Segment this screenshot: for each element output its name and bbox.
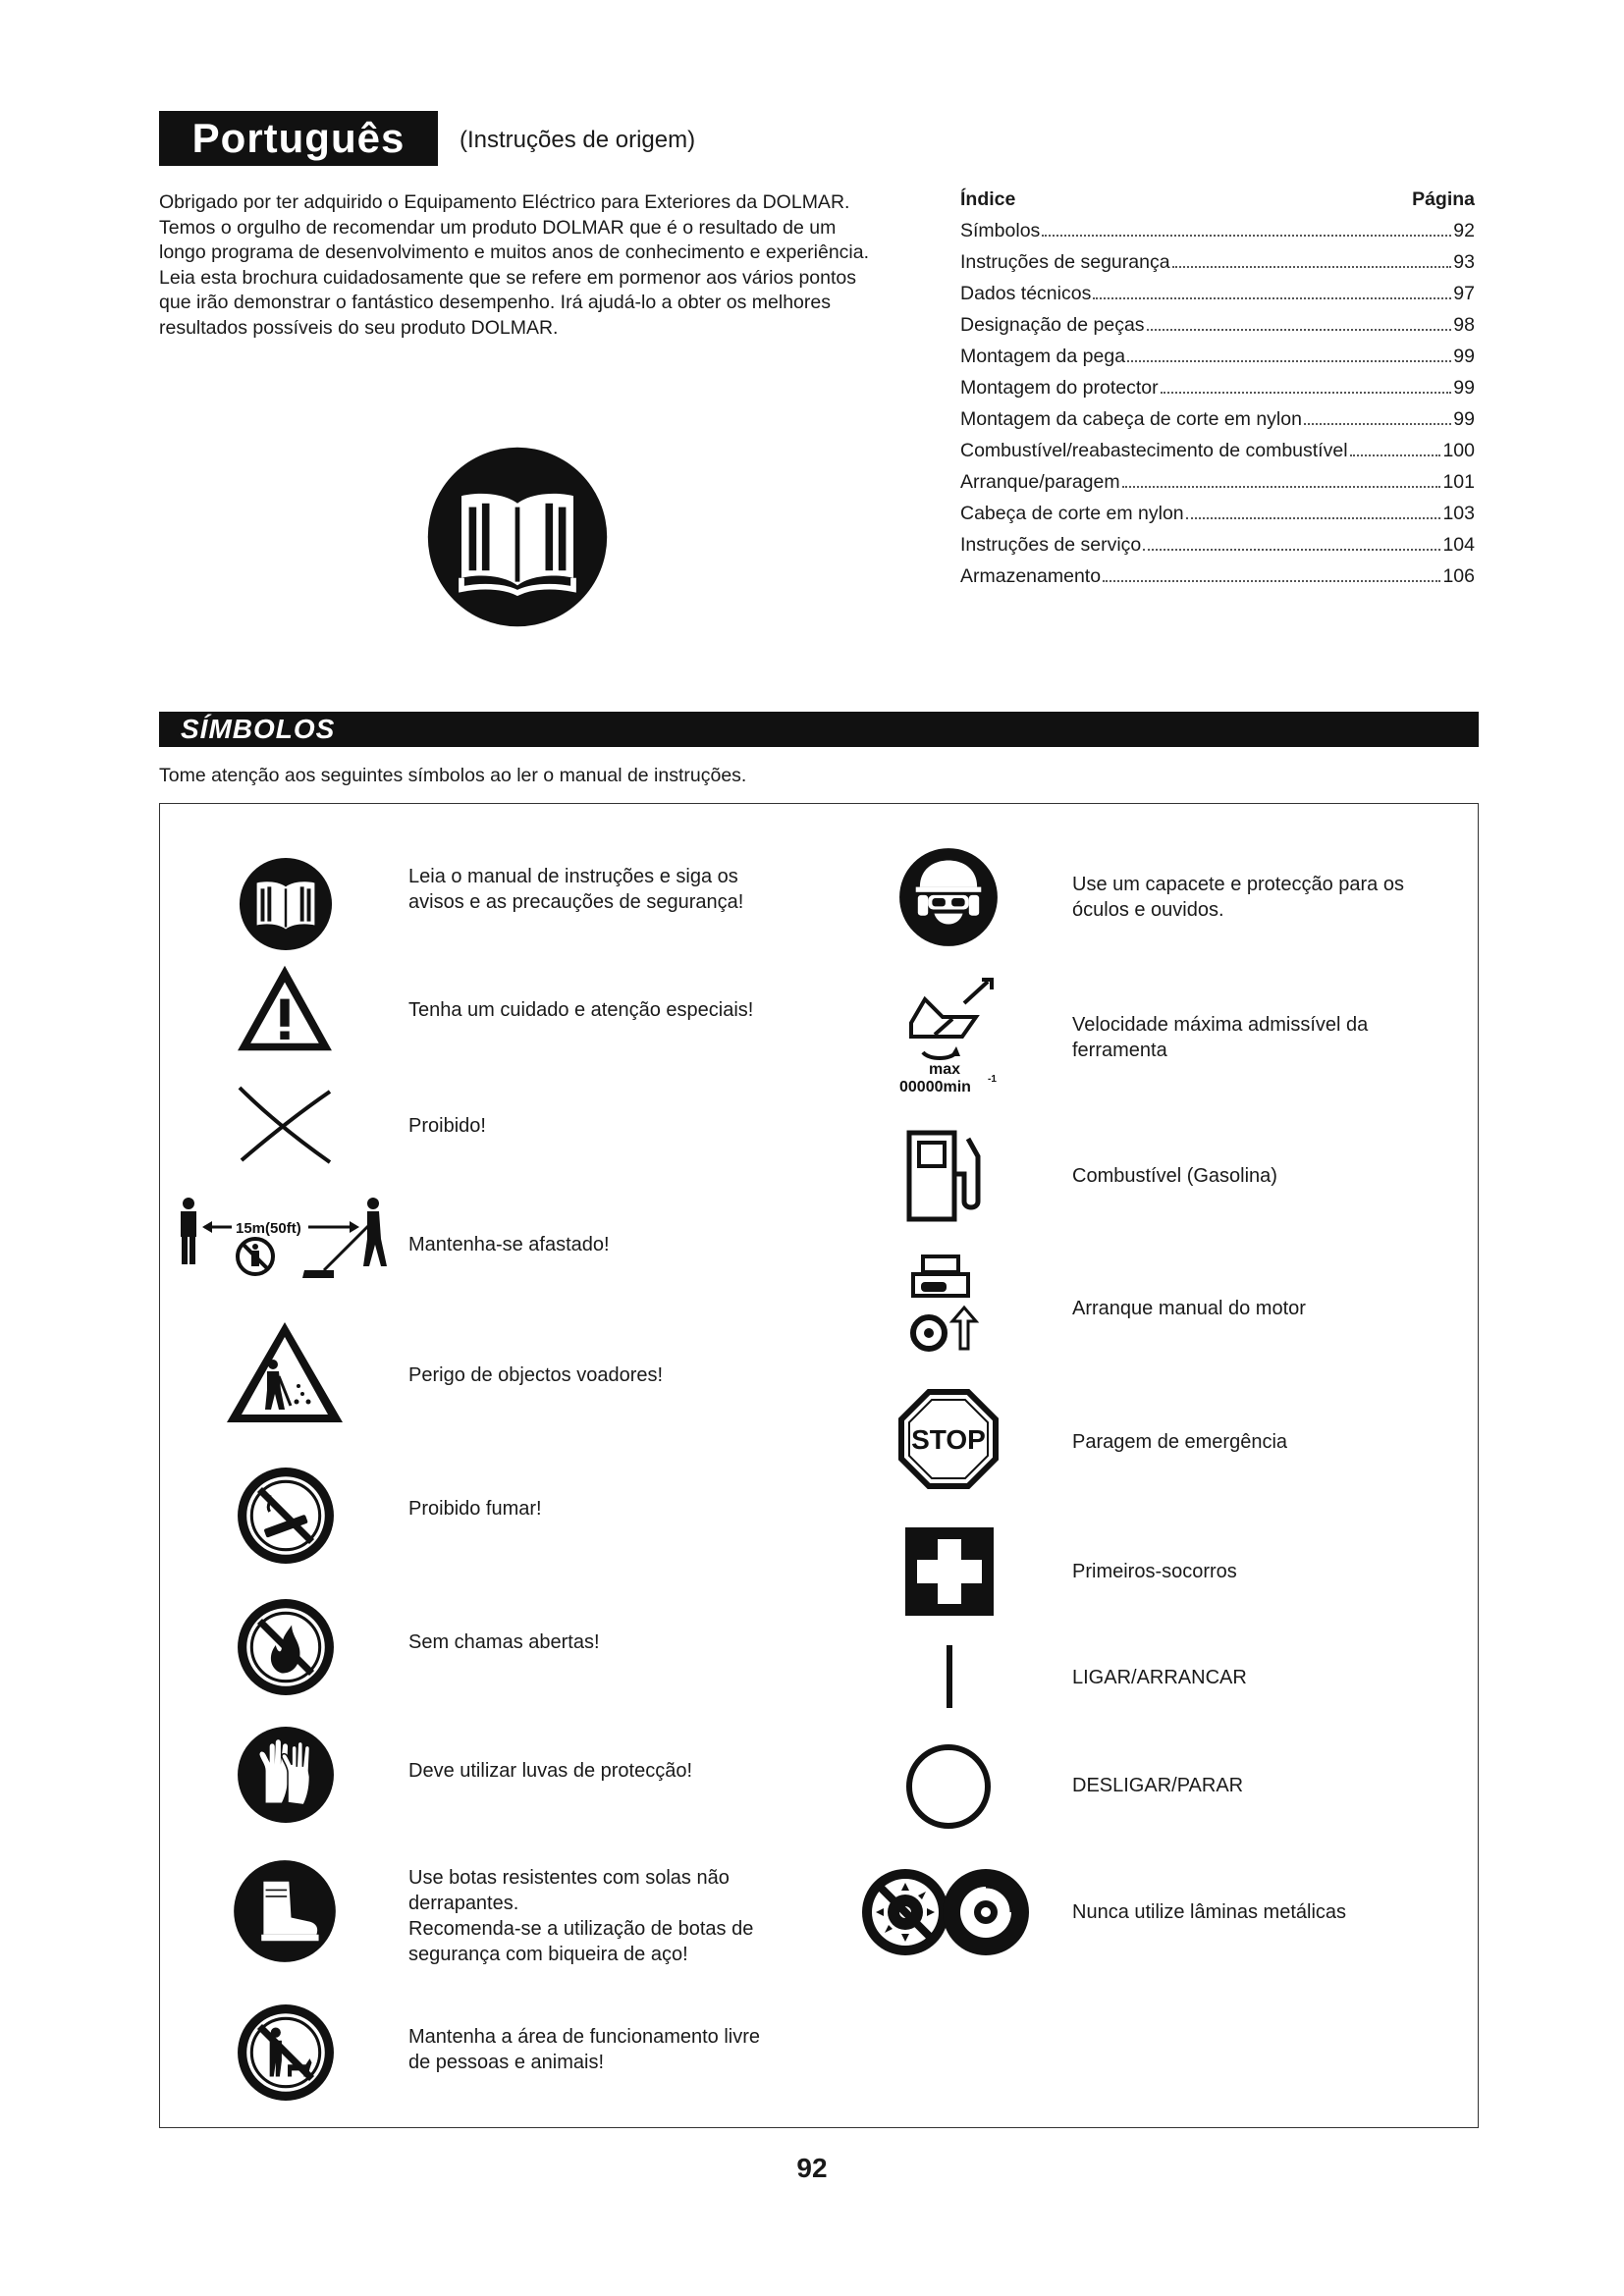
toc-page-header: Página [1412,188,1475,210]
toc-item-label: Instruções de segurança [960,251,1170,273]
gloves-icon [236,1725,336,1825]
toc-item[interactable] [960,377,1475,408]
symbol-text-line: Use um capacete e protecção para os [1072,874,1404,895]
toc-item-page: 97 [1453,283,1475,304]
toc-item-page: 101 [1442,471,1475,493]
toc-header [960,188,1475,220]
stop-icon [897,1388,1000,1490]
symbol-description [408,1496,542,1522]
symbol-description [1072,1899,1346,1925]
toc-leader [1350,454,1441,456]
symbol-text-line: LIGAR/ARRANCAR [1072,1667,1247,1688]
symbol-description [1072,1012,1368,1063]
symbol-description [1072,872,1404,923]
no-metal-blades-icon [860,1867,1031,1957]
symbol-text-line: de pessoas e animais! [408,2052,605,2073]
toc-leader [1304,423,1451,425]
toc-item-page: 98 [1453,314,1475,336]
toc-title: Índice [960,188,1016,210]
symbol-text-line: Combustível (Gasolina) [1072,1165,1277,1187]
toc-item-label: Instruções de serviço [960,534,1142,556]
toc-item-page: 92 [1453,220,1475,241]
toc-leader [1127,360,1451,362]
warning-triangle-icon [234,962,336,1054]
toc-leader [1143,549,1440,551]
toc-leader [1093,297,1451,299]
symbols-section-title: SÍMBOLOS [159,712,1479,747]
symbol-description [408,864,743,915]
toc-item-label: Armazenamento [960,565,1102,587]
toc-item-page: 104 [1442,534,1475,556]
max-speed-icon [895,976,1003,1097]
language-subtitle: (Instruções de origem) [460,127,696,153]
rpm-label: 00000min [899,1079,971,1095]
read-manual-icon [424,444,611,630]
symbol-text-line: Deve utilizar luvas de protecção! [408,1760,693,1782]
toc-item-label: Símbolos [960,220,1041,241]
helmet-goggles-earmuffs-icon [897,846,1000,948]
manual-start-icon [907,1253,986,1359]
toc-item[interactable] [960,440,1475,471]
symbol-description [408,1232,610,1257]
toc-item-label: Cabeça de corte em nylon [960,503,1184,524]
symbol-description [1072,1429,1287,1455]
flying-objects-icon [224,1319,346,1425]
toc-item-label: Designação de peças [960,314,1145,336]
symbol-text-line: Proibido fumar! [408,1498,542,1520]
toc-leader [1103,580,1440,582]
symbol-description [1072,1163,1277,1189]
intro-text [159,190,886,341]
symbol-description [408,1629,600,1655]
symbols-box [159,803,1479,2128]
toc-item[interactable] [960,534,1475,565]
symbol-description [408,1113,486,1139]
page-number: 92 [796,2153,828,2183]
symbol-description [408,1758,692,1784]
toc-item[interactable] [960,220,1475,251]
language-title: Português [191,115,406,161]
toc-item[interactable] [960,565,1475,597]
symbol-description [1072,1773,1243,1798]
toc-item[interactable] [960,471,1475,503]
toc-leader [1147,329,1452,331]
toc-item-page: 99 [1453,346,1475,367]
toc-item-label: Combustível/reabastecimento de combustível [960,440,1348,461]
toc-item-label: Montagem da pega [960,346,1126,367]
toc-item-page: 99 [1453,377,1475,399]
intro-paragraph: Leia esta brochura cuidadosamente que se refere em pormenor aos vários pontos que irão demonstrar o fantástico desempenho. Irá ajudá-lo a obter os melhores resultados possíveis do seu produto DOLMAR. [159,266,856,339]
symbol-text-line: DESLIGAR/PARAR [1072,1775,1244,1796]
toc-leader [1042,235,1451,237]
no-people-animals-icon [236,2002,336,2103]
symbol-text-line: ferramenta [1072,1040,1167,1061]
toc-item[interactable] [960,346,1475,377]
toc-item-page: 100 [1442,440,1475,461]
first-aid-icon [905,1527,994,1616]
symbol-text-line: Mantenha-se afastado! [408,1234,610,1255]
toc-item-page: 99 [1453,408,1475,430]
symbol-text-line: óculos e ouvidos. [1072,899,1224,921]
symbol-description [1072,1665,1247,1690]
read-manual-icon [238,856,334,952]
symbol-text-line: Recomenda-se a utilização de botas de [408,1918,754,1940]
stop-label: STOP [911,1424,986,1455]
toc-item-page: 103 [1442,503,1475,524]
toc-item-label: Arranque/paragem [960,471,1120,493]
toc-item[interactable] [960,283,1475,314]
toc-item-label: Montagem da cabeça de corte em nylon [960,408,1302,430]
prohibited-cross-icon [236,1084,334,1164]
symbol-text-line: Velocidade máxima admissível da [1072,1014,1369,1036]
symbol-text-line: Use botas resistentes com solas não [408,1867,730,1889]
symbol-text-line: Nunca utilize lâminas metálicas [1072,1901,1347,1923]
fuel-pump-icon [903,1129,994,1223]
max-label: max [928,1061,961,1078]
symbol-description [408,1362,663,1388]
symbol-text-line: Tenha um cuidado e atenção especiais! [408,999,754,1021]
keep-distance-icon [177,1196,391,1282]
intro-paragraph: Obrigado por ter adquirido o Equipamento Eléctrico para Exteriores da DOLMAR. Temos o orgulho de recomendar um produto DOLMAR que é o resultado de um longo programa de desenvolvimento e muitos anos de conhecimento e experiência. [159,191,870,263]
toc-item[interactable] [960,314,1475,346]
toc-item[interactable] [960,408,1475,440]
language-badge [159,111,438,166]
distance-label: 15m(50ft) [236,1220,301,1237]
symbol-text-line: Sem chamas abertas! [408,1631,600,1653]
toc-leader [1172,266,1452,268]
no-open-flames-icon [236,1597,336,1697]
toc-leader [1122,486,1441,488]
toc-item-label: Dados técnicos [960,283,1092,304]
toc-item-page: 106 [1442,565,1475,587]
table-of-contents [960,188,1475,597]
boots-icon [232,1858,338,1964]
symbol-description [408,997,753,1023]
toc-item-label: Montagem do protector [960,377,1159,399]
symbol-text-line: Perigo de objectos voadores! [408,1364,664,1386]
symbol-text-line: Proibido! [408,1115,486,1137]
power-off-icon [903,1741,994,1832]
symbols-intro: Tome atenção aos seguintes símbolos ao ler o manual de instruções. [159,765,747,786]
toc-item[interactable] [960,503,1475,534]
symbol-description [408,1865,753,1967]
symbol-text-line: segurança com biqueira de aço! [408,1944,688,1965]
no-smoking-icon [236,1466,336,1566]
toc-item[interactable] [960,251,1475,283]
symbol-text-line: Leia o manual de instruções e siga os [408,866,738,887]
symbol-description [408,2024,760,2075]
power-on-icon [945,1645,954,1708]
toc-leader [1161,392,1452,394]
symbol-text-line: Paragem de emergência [1072,1431,1288,1453]
symbol-description [1072,1296,1306,1321]
rpm-exponent: -1 [988,1074,997,1085]
symbol-text-line: derrapantes. [408,1893,519,1914]
toc-leader [1186,517,1441,519]
symbol-text-line: avisos e as precauções de segurança! [408,891,744,913]
symbol-text-line: Arranque manual do motor [1072,1298,1306,1319]
toc-item-page: 93 [1453,251,1475,273]
symbol-description [1072,1559,1237,1584]
symbol-text-line: Mantenha a área de funcionamento livre [408,2026,761,2048]
symbol-text-line: Primeiros-socorros [1072,1561,1237,1582]
